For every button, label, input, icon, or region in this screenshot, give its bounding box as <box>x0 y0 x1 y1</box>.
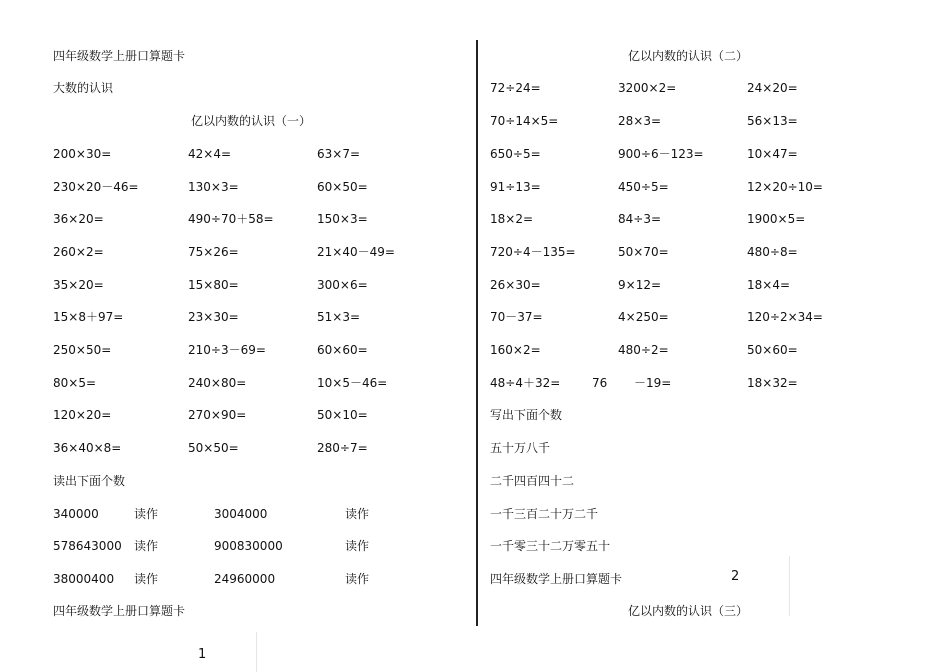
read-number: 578643000 <box>53 539 122 553</box>
problem: 15×80= <box>188 278 239 292</box>
next-section-title: 亿以内数的认识（三） <box>628 604 749 618</box>
problem: 15×8＋97= <box>53 310 124 324</box>
problem: 75×26= <box>188 245 239 259</box>
problem: 650÷5= <box>490 147 541 161</box>
problem: 42×4= <box>188 147 232 161</box>
problem-fragment: 76 <box>592 376 608 390</box>
problem: 300×6= <box>317 278 368 292</box>
read-label: 读作 <box>134 572 159 586</box>
problem: 72÷24= <box>490 81 541 95</box>
problem: 280÷7= <box>317 441 368 455</box>
problem: 48÷4＋32= <box>490 376 561 390</box>
page-number-2: 2 <box>731 569 740 584</box>
problem: 1900×5= <box>747 212 806 226</box>
write-item: 一千三百二十万二千 <box>490 507 599 521</box>
read-title: 读出下面个数 <box>53 474 126 488</box>
problem: 450÷5= <box>618 180 669 194</box>
read-label: 读作 <box>134 539 159 553</box>
problem: 26×30= <box>490 278 541 292</box>
read-label: 读作 <box>134 507 159 521</box>
problem: 24×20= <box>747 81 798 95</box>
problem: 150×3= <box>317 212 368 226</box>
problem: 18×4= <box>747 278 791 292</box>
problem: 35×20= <box>53 278 104 292</box>
problem: 60×50= <box>317 180 368 194</box>
left-header: 四年级数学上册口算题卡 <box>53 49 186 63</box>
problem: 3200×2= <box>618 81 677 95</box>
problem: 720÷4－135= <box>490 245 576 259</box>
read-number: 340000 <box>53 507 99 521</box>
write-title: 写出下面个数 <box>490 408 563 422</box>
problem: 120×20= <box>53 408 112 422</box>
problem: 120÷2×34= <box>747 310 823 324</box>
problem: 12×20÷10= <box>747 180 823 194</box>
read-label: 读作 <box>345 507 370 521</box>
right-section-title: 亿以内数的认识（二） <box>628 49 749 63</box>
page-edge-line <box>789 556 790 616</box>
problem: 160×2= <box>490 343 541 357</box>
problem: 50×70= <box>618 245 669 259</box>
problem: 200×30= <box>53 147 112 161</box>
problem: 91÷13= <box>490 180 541 194</box>
problem: 50×10= <box>317 408 368 422</box>
problem: 36×20= <box>53 212 104 226</box>
problem: 240×80= <box>188 376 247 390</box>
problem: 250×50= <box>53 343 112 357</box>
page-number-1: 1 <box>198 647 207 662</box>
problem: 9×12= <box>618 278 662 292</box>
problem: 56×13= <box>747 114 798 128</box>
read-number: 3004000 <box>214 507 268 521</box>
page-edge-line <box>256 632 257 672</box>
problem: 480÷8= <box>747 245 798 259</box>
write-item: 五十万八千 <box>490 441 551 455</box>
problem: 50×50= <box>188 441 239 455</box>
left-subheader: 大数的认识 <box>53 81 114 95</box>
problem: 60×60= <box>317 343 368 357</box>
read-number: 38000400 <box>53 572 115 586</box>
problem: 50×60= <box>747 343 798 357</box>
problem: 23×30= <box>188 310 239 324</box>
problem: 70÷14×5= <box>490 114 559 128</box>
problem: 80×5= <box>53 376 97 390</box>
read-number: 900830000 <box>214 539 283 553</box>
problem-fragment: －19= <box>634 376 672 390</box>
problem: 18×2= <box>490 212 534 226</box>
read-number: 24960000 <box>214 572 276 586</box>
problem: 260×2= <box>53 245 104 259</box>
problem: 480÷2= <box>618 343 669 357</box>
center-divider <box>476 40 478 626</box>
problem: 21×40－49= <box>317 245 395 259</box>
problem: 900÷6－123= <box>618 147 704 161</box>
problem: 130×3= <box>188 180 239 194</box>
write-item: 一千零三十二万零五十 <box>490 539 611 553</box>
problem: 4×250= <box>618 310 669 324</box>
read-label: 读作 <box>345 572 370 586</box>
problem: 51×3= <box>317 310 361 324</box>
read-label: 读作 <box>345 539 370 553</box>
problem: 210÷3－69= <box>188 343 266 357</box>
problem: 63×7= <box>317 147 361 161</box>
problem: 18×32= <box>747 376 798 390</box>
problem: 84÷3= <box>618 212 662 226</box>
problem: 10×47= <box>747 147 798 161</box>
problem: 270×90= <box>188 408 247 422</box>
right-footer: 四年级数学上册口算题卡 <box>490 572 623 586</box>
problem: 70－37= <box>490 310 543 324</box>
problem: 28×3= <box>618 114 662 128</box>
write-item: 二千四百四十二 <box>490 474 575 488</box>
problem: 36×40×8= <box>53 441 122 455</box>
left-section-title: 亿以内数的认识（一） <box>191 114 312 128</box>
left-footer: 四年级数学上册口算题卡 <box>53 604 186 618</box>
problem: 230×20－46= <box>53 180 139 194</box>
problem: 10×5－46= <box>317 376 388 390</box>
problem: 490÷70＋58= <box>188 212 274 226</box>
